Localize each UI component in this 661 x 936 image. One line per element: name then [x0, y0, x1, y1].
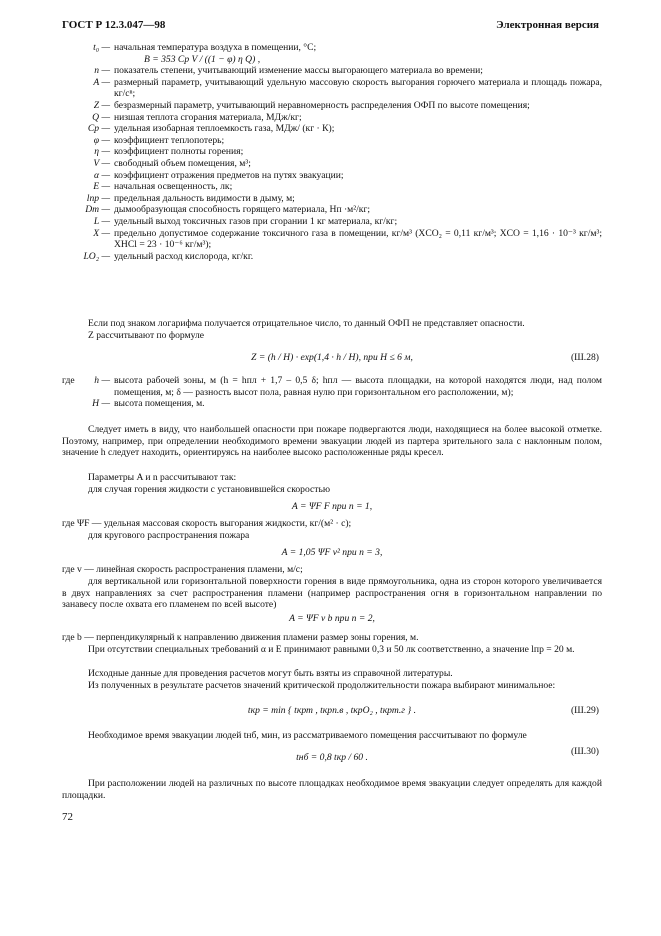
- definition-symbol: E —: [93, 181, 110, 193]
- definition-symbol: [92, 54, 144, 66]
- definition-text: удельный выход токсичных газов при сгорании 1 кг материала, кг/кг;: [114, 215, 398, 227]
- definition-item: [62, 42, 602, 54]
- definition-item: [62, 100, 602, 112]
- definition-text: начальная температура воздуха в помещении, °С;: [114, 42, 317, 53]
- definition-symbol: A —: [93, 76, 110, 88]
- equation-z: Z = (h / H) · exp(1,4 · h / H), при H ≤ 6 м,: [251, 352, 413, 363]
- definition-item: [62, 112, 602, 124]
- definition-item: [62, 65, 602, 77]
- definition-symbol: Dm —: [85, 204, 110, 216]
- paragraph-liquid: для случая горения жидкости с установившейся скоростью: [88, 484, 330, 495]
- paragraph-source: Исходные данные для проведения расчетов могут быть взяты из справочной литературы.: [88, 668, 453, 679]
- definition-symbol: LO₂ —: [83, 250, 110, 262]
- definition-text: дымообразующая способность горящего материала, Нп ·м²/кг;: [114, 204, 371, 216]
- definition-item: [62, 204, 602, 216]
- where-H: [62, 398, 602, 410]
- paragraph-params: Параметры A и n рассчитывают так:: [88, 472, 237, 483]
- page-number: 72: [62, 811, 73, 823]
- paragraph-min: Из полученных в результате расчетов значений критической продолжительности пожара выбирают минимальное:: [88, 680, 556, 691]
- paragraph-log-note: Если под знаком логарифма получается отрицательное число, то данный ОФП не представляет опасности.: [88, 318, 525, 329]
- definition-text: свободный объем помещения, м³;: [114, 157, 251, 169]
- definition-text: низшая теплота сгорания материала, МДж/кг;: [114, 111, 302, 123]
- definition-symbol: h —: [94, 375, 110, 386]
- equation-min: tкр = min { tкрт , tкрп.в , tкрO₂ , tкрт.г } .: [247, 705, 417, 716]
- definition-text: размерный параметр, учитывающий удельную массовую скорость выгорания горючего материала и площадь пожара, кг/сⁿ;: [114, 76, 602, 100]
- definition-text: предельно допустимое содержание токсичного газа в помещении, кг/м³ (XCO₂ = 0,11 кг/м³; XCO = 1,16 · 10⁻³ кг/м³; XHCl = 23 · 10⁻⁶ кг/м³);: [114, 227, 602, 251]
- definition-text: удельная изобарная теплоемкость газа, МДж/ (кг · К);: [114, 123, 335, 135]
- definition-item: [62, 170, 602, 182]
- definition-item: [62, 216, 602, 228]
- paragraph-rectangle: для вертикальной или горизонтальной поверхности горения в виде прямоугольника, одна из сторон которого увеличивается в двух направлениях за счет распространения пламени (например распространения огня в горизонтальном направлении по занавесу после охвата его пламенем по всей высоте): [62, 576, 602, 611]
- definition-text: высота помещения, м.: [114, 398, 205, 410]
- definitions-list: [62, 42, 602, 262]
- definition-text: коэффициент отражения предметов на путях эвакуации;: [114, 169, 344, 181]
- equation-rectangle: A = ΨF v b при n = 2,: [289, 613, 375, 624]
- definition-symbol: Q —: [92, 111, 110, 123]
- definition-text: удельный расход кислорода, кг/кг.: [114, 250, 254, 262]
- definition-item: [62, 228, 602, 251]
- definition-symbol: Z —: [93, 99, 110, 111]
- where-b: где b — перпендикулярный к направлению движения пламени размер зоны горения, м.: [62, 632, 419, 643]
- definition-item: [62, 251, 602, 263]
- definition-text: высота рабочей зоны, м (h = hпл + 1,7 – 0,5 δ; hпл — высота площадки, на которой находятся люди, над полом помещения, м; δ — разность высот пола, равная нулю при горизонтальном его расположении, м);: [114, 375, 602, 398]
- equation-number-z: (Ш.28): [570, 352, 599, 363]
- definition-item: [62, 193, 602, 205]
- definition-item: [62, 135, 602, 147]
- definition-text: коэффициент теплопотерь;: [114, 134, 225, 146]
- definition-item: [62, 181, 602, 193]
- definition-item: [62, 54, 602, 66]
- definition-item: [62, 77, 602, 100]
- definition-symbol: t₀ —: [93, 42, 110, 53]
- equation-evacuation: tнб = 0,8 tкр / 60 .: [296, 752, 368, 763]
- definition-item: [62, 158, 602, 170]
- definition-symbol: V —: [93, 157, 110, 169]
- where-label: где: [62, 375, 75, 386]
- paragraph-evacuation: Необходимое время эвакуации людей tнб, мин, из рассматриваемого помещения рассчитывают по формуле: [88, 730, 527, 741]
- definition-symbol: L —: [93, 215, 110, 227]
- where-psi: где ΨF — удельная массовая скорость выгорания жидкости, кг/(м² · с);: [62, 518, 352, 529]
- where-h: [62, 375, 602, 410]
- equation-number-min: (Ш.29): [570, 705, 599, 716]
- formula-b: B = 353 Cp V / ((1 − φ) η Q) ,: [144, 53, 261, 65]
- equation-liquid: A = ΨF F при n = 1,: [291, 501, 373, 512]
- definition-text: коэффициент полноты горения;: [114, 146, 244, 158]
- definition-symbol: H —: [92, 398, 110, 410]
- definition-symbol: η —: [94, 146, 110, 158]
- definition-text: безразмерный параметр, учитывающий неравномерность распределения ОФП по высоте помещения;: [114, 99, 530, 111]
- definition-item: [62, 146, 602, 158]
- definition-symbol: X —: [93, 227, 110, 239]
- edition-label: Электронная версия: [496, 19, 599, 31]
- definition-symbol: n —: [94, 65, 110, 77]
- paragraph-z-intro: Z рассчитывают по формуле: [88, 330, 205, 341]
- where-v: где v — линейная скорость распространения пламени, м/с;: [62, 564, 303, 575]
- definition-symbol: α —: [94, 169, 110, 181]
- definition-symbol: lпр —: [86, 192, 110, 204]
- definition-symbol: φ —: [93, 134, 110, 146]
- definition-text: предельная дальность видимости в дыму, м;: [114, 192, 295, 204]
- paragraph-circular: для кругового распространения пожара: [88, 530, 250, 541]
- paragraph-final: При расположении людей на различных по высоте площадках необходимое время эвакуации следует определять для каждой площадки.: [62, 778, 602, 801]
- definition-text: начальная освещенность, лк;: [114, 181, 233, 193]
- equation-number-evacuation: (Ш.30): [570, 746, 599, 757]
- paragraph-height-note: Следует иметь в виду, что наибольшей опасности при пожаре подвергаются люди, находящиеся на более высокой отметке. Поэтому, например, при определении необходимого времени эвакуации людей из партера зрительного зала с наклонным полом, значение h следует находить, ориентируясь на наиболее высоко расположенные ряды кресел.: [62, 424, 602, 459]
- equation-circular: A = 1,05 ΨF v² при n = 3,: [281, 547, 383, 558]
- definition-text: показатель степени, учитывающий изменение массы выгорающего материала во времени;: [114, 65, 483, 77]
- definition-symbol: Cp —: [87, 123, 110, 135]
- document-id: ГОСТ Р 12.3.047—98: [62, 19, 166, 31]
- paragraph-special: При отсутствии специальных требований α и E принимают равными 0,3 и 50 лк соответственно, а значение lпр = 20 м.: [88, 644, 575, 655]
- definition-item: [62, 123, 602, 135]
